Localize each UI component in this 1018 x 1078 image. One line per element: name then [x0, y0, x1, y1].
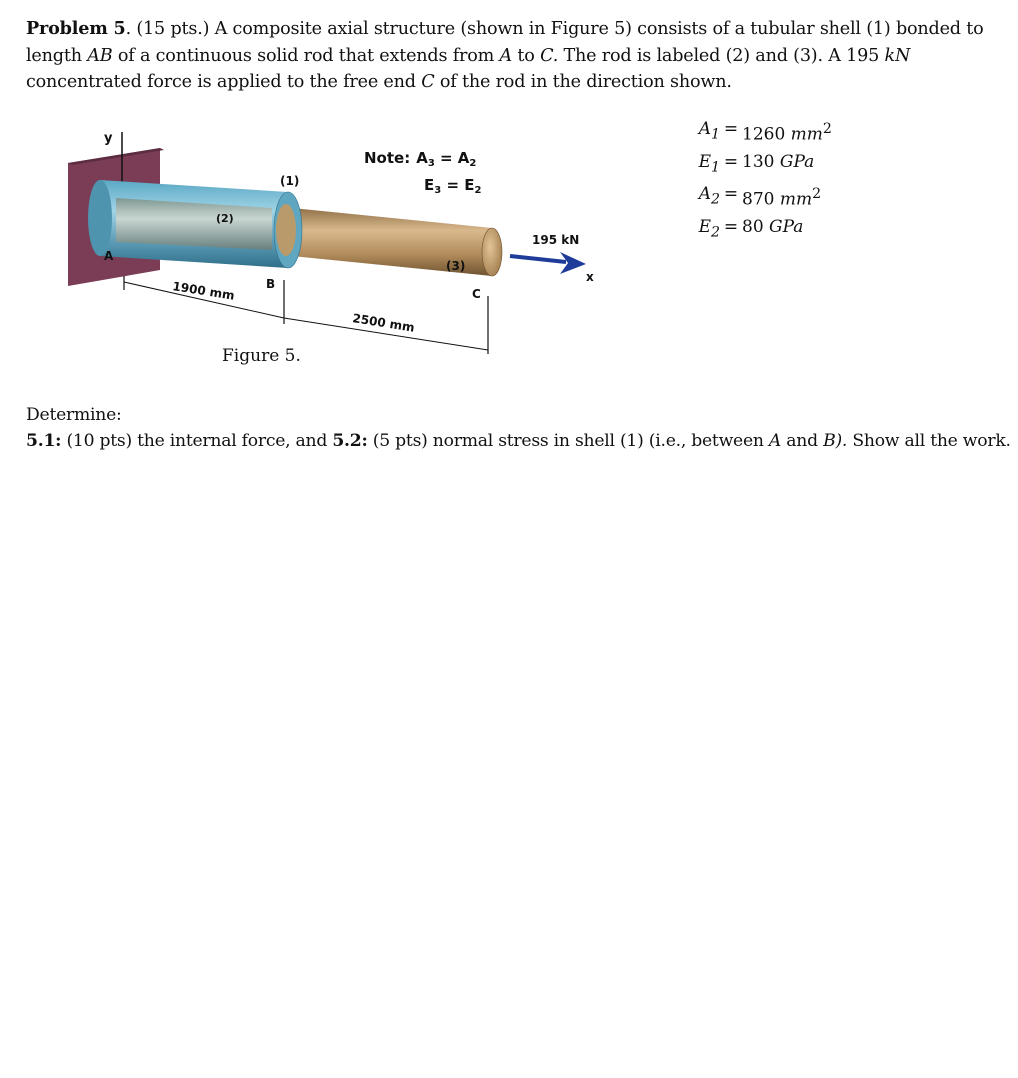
problem-text-ab: AB: [87, 45, 113, 66]
task-text-end: Show all the work.: [847, 431, 1011, 451]
label-rod-2: (2): [216, 212, 234, 225]
sup: 2: [812, 186, 822, 203]
label-point-c: C: [472, 287, 481, 301]
task-text-a: A: [768, 431, 782, 451]
eq: =: [723, 151, 739, 172]
note-eq: =: [434, 149, 458, 167]
dim-ab-label: 1900 mm: [171, 279, 236, 303]
eq: =: [723, 119, 739, 139]
task-text: and: [781, 431, 824, 451]
problem-text: The rod is labeled (2) and (3). A 195: [558, 45, 885, 66]
rod-3: [272, 206, 502, 276]
property-e2: [680, 214, 850, 246]
note-sub: 3: [427, 158, 435, 169]
property-value: [742, 181, 821, 214]
shell-start: [88, 180, 112, 256]
label-rod-3: (3): [446, 259, 466, 273]
property-symbol: [680, 116, 720, 149]
sub: 2: [710, 224, 720, 241]
sym: E: [698, 151, 711, 172]
eq: =: [723, 216, 739, 237]
note-line-2: [424, 176, 481, 196]
sub: 1: [710, 126, 720, 143]
val: 130: [742, 151, 775, 172]
note-e2: E: [464, 176, 475, 194]
problem-text-a: A: [499, 45, 513, 66]
unit: GPa: [779, 151, 815, 172]
problem-text: of a continuous solid rod that extends from: [112, 45, 500, 66]
sym: A: [698, 119, 711, 139]
note-line-1: [364, 149, 476, 169]
sub: 1: [710, 159, 720, 176]
note-sub: 2: [474, 185, 482, 196]
property-value: [742, 214, 803, 246]
note-sub: 3: [434, 185, 442, 196]
task-text-b: B).: [823, 431, 848, 451]
note-a3: A: [416, 149, 428, 167]
problem-points: . (15 pts.): [125, 19, 210, 39]
sym: E: [698, 216, 711, 237]
figure-5: [60, 118, 620, 378]
shell-1: [88, 180, 302, 268]
property-symbol: [680, 214, 720, 246]
force-arrow: [510, 233, 594, 284]
determine-label: Determine:: [26, 405, 122, 425]
arrow-shaft: [510, 256, 566, 262]
determine-tasks: [26, 428, 1011, 454]
label-point-a: A: [104, 249, 114, 263]
dimension-bc: [284, 296, 488, 354]
problem-statement: [26, 16, 996, 96]
unit: mm: [779, 189, 813, 210]
note-e3: E: [424, 176, 435, 194]
sym: A: [698, 184, 711, 205]
val: 1260: [742, 124, 786, 145]
force-label: 195 kN: [532, 233, 580, 247]
problem-text: of the rod in the direction shown.: [434, 72, 732, 92]
task-5-1-number: 5.1:: [26, 431, 62, 451]
task-5-2-number: 5.2:: [332, 431, 368, 451]
problem-text-kn: kN: [884, 45, 911, 66]
property-e1: [680, 149, 850, 181]
determine-section: [26, 402, 1011, 454]
val: 80: [742, 216, 764, 237]
unit: mm: [790, 124, 823, 145]
note-a2: A: [457, 149, 470, 167]
property-symbol: [680, 149, 720, 181]
eq: =: [723, 184, 739, 205]
rod-3-end: [482, 228, 502, 276]
figure-caption: Figure 5.: [222, 346, 301, 366]
note: [364, 149, 481, 196]
label-y: y: [104, 131, 113, 146]
sub: 2: [710, 191, 720, 208]
problem-text: to: [512, 45, 541, 66]
property-value: [742, 149, 814, 181]
label-point-b: B: [266, 277, 276, 291]
problem-text-c2: C: [421, 72, 435, 92]
label-x: x: [586, 270, 594, 284]
property-a2: [680, 181, 850, 214]
problem-text-c: C.: [540, 45, 559, 66]
note-eq: =: [441, 176, 465, 194]
note-sub: 2: [469, 158, 477, 169]
property-symbol: [680, 181, 720, 214]
composite-structure-diagram: [60, 118, 620, 378]
val: 870: [742, 189, 775, 210]
sup: 2: [822, 121, 832, 137]
label-shell-1: (1): [280, 174, 300, 188]
task-5-2-text: (5 pts) normal stress in shell (1) (i.e., between: [367, 431, 769, 451]
unit: GPa: [769, 216, 804, 237]
dimension-ab: [124, 276, 284, 324]
problem-text: concentrated force is applied to the free end: [26, 72, 422, 92]
dim-bc-label: 2500 mm: [351, 311, 416, 335]
property-a1: [680, 116, 850, 149]
material-properties: [680, 116, 850, 246]
note-prefix: Note:: [364, 149, 411, 167]
task-5-1-text: (10 pts) the internal force, and: [61, 431, 333, 451]
problem-heading: Problem 5: [26, 18, 126, 39]
rod-2-exit: [276, 204, 296, 256]
problem-text: A composite axial structure (shown in Figure 5) consists of a tubular shell (1) bonded to length: [26, 19, 984, 66]
property-value: [742, 116, 832, 149]
